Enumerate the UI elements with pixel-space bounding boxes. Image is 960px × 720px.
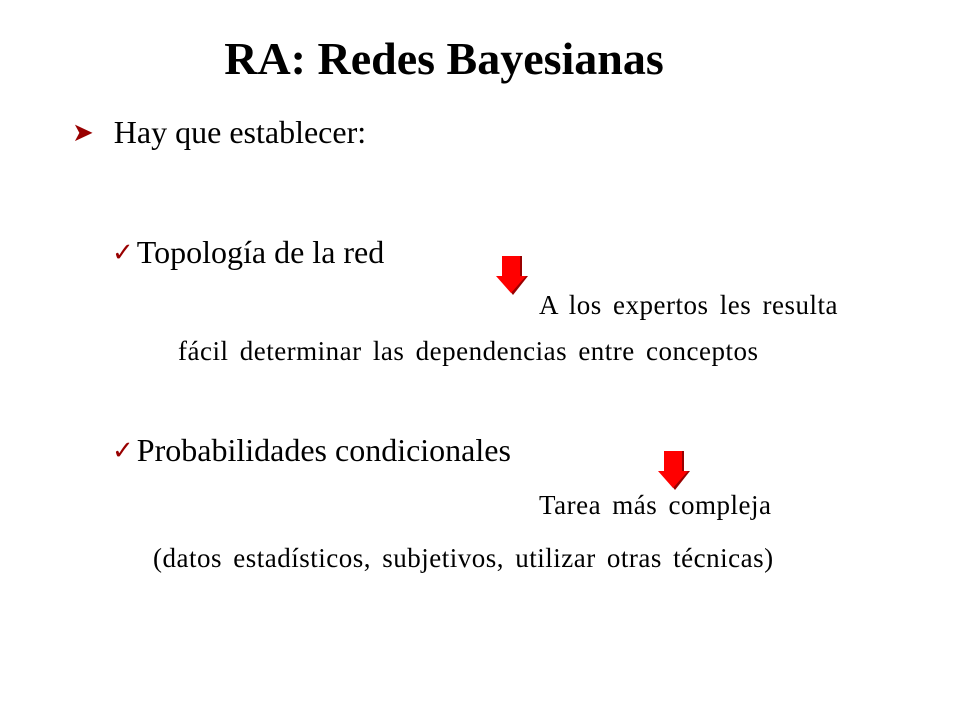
main-bullet-text: Hay que establecer: [113, 114, 367, 150]
item-topology-label: Topología de la red [136, 234, 385, 270]
item-probabilities [112, 432, 511, 469]
down-arrow-icon [495, 256, 529, 296]
item-probabilities-label: Probabilidades condicionales [136, 432, 511, 468]
item-topology-note-line-2: fácil determinar las dependencias entre conceptos [178, 336, 759, 366]
checkmark-icon: ✓ [112, 238, 134, 267]
down-arrow-icon [657, 451, 691, 491]
item-topology [112, 234, 384, 271]
arrowhead-bullet-icon: ➤ [72, 118, 94, 147]
item-probabilities-note-line-2: (datos estadísticos, subjetivos, utilizar otras técnicas) [153, 543, 774, 573]
slide-title: RA: Redes Bayesianas [224, 33, 664, 84]
item-topology-note-line-1: A los expertos les resulta [539, 290, 838, 320]
main-bullet [72, 114, 366, 151]
checkmark-icon: ✓ [112, 436, 134, 465]
item-probabilities-note-line-1: Tarea más compleja [539, 490, 772, 520]
